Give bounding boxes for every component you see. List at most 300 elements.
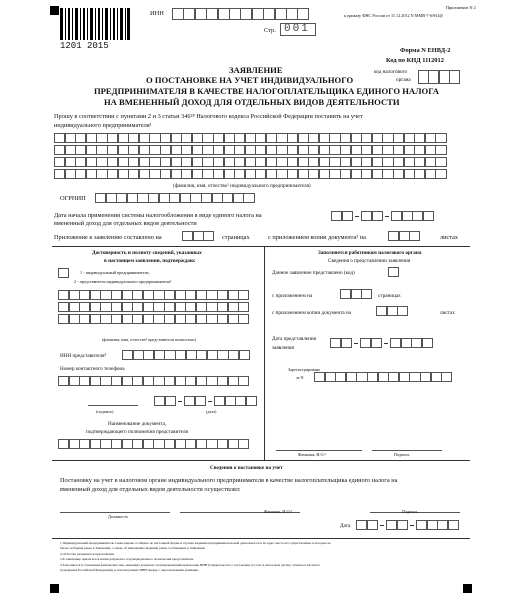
char-cell[interactable] bbox=[196, 376, 207, 386]
char-cell[interactable] bbox=[196, 439, 207, 449]
char-cell[interactable] bbox=[143, 350, 154, 360]
char-cell[interactable] bbox=[225, 396, 236, 406]
char-cell[interactable] bbox=[441, 372, 452, 382]
char-cell[interactable] bbox=[185, 376, 196, 386]
char-cell[interactable] bbox=[206, 290, 217, 300]
char-cell[interactable] bbox=[107, 133, 118, 143]
char-cell[interactable] bbox=[118, 133, 129, 143]
char-cell[interactable] bbox=[90, 314, 101, 324]
char-cell[interactable] bbox=[65, 157, 76, 167]
char-cell[interactable] bbox=[404, 133, 415, 143]
char-cell[interactable] bbox=[393, 157, 404, 167]
attachment-pages-field[interactable] bbox=[182, 231, 214, 241]
char-cell[interactable] bbox=[397, 520, 408, 530]
char-cell[interactable] bbox=[266, 169, 277, 179]
char-cell[interactable] bbox=[213, 145, 224, 155]
char-cell[interactable] bbox=[79, 439, 90, 449]
char-cell[interactable] bbox=[245, 157, 256, 167]
char-cell[interactable] bbox=[100, 376, 111, 386]
char-cell[interactable] bbox=[298, 145, 309, 155]
char-cell[interactable] bbox=[96, 169, 107, 179]
char-cell[interactable] bbox=[65, 169, 76, 179]
char-cell[interactable] bbox=[287, 133, 298, 143]
char-cell[interactable] bbox=[372, 145, 383, 155]
char-cell[interactable] bbox=[186, 350, 197, 360]
char-cell[interactable] bbox=[331, 211, 342, 221]
char-cell[interactable] bbox=[107, 145, 118, 155]
char-cell[interactable] bbox=[356, 372, 367, 382]
with-copies-field[interactable] bbox=[376, 306, 408, 316]
char-cell[interactable] bbox=[329, 157, 340, 167]
char-cell[interactable] bbox=[96, 145, 107, 155]
char-cell[interactable] bbox=[425, 157, 436, 167]
char-cell[interactable] bbox=[423, 211, 434, 221]
char-cell[interactable] bbox=[164, 290, 175, 300]
char-cell[interactable] bbox=[308, 169, 319, 179]
char-cell[interactable] bbox=[382, 133, 393, 143]
char-cell[interactable] bbox=[217, 302, 228, 312]
char-cell[interactable] bbox=[69, 376, 80, 386]
char-cell[interactable] bbox=[340, 157, 351, 167]
char-cell[interactable] bbox=[132, 376, 143, 386]
char-cell[interactable] bbox=[287, 157, 298, 167]
char-cell[interactable] bbox=[58, 376, 69, 386]
char-cell[interactable] bbox=[414, 157, 425, 167]
char-cell[interactable] bbox=[111, 302, 122, 312]
char-cell[interactable] bbox=[79, 302, 90, 312]
char-cell[interactable] bbox=[228, 314, 239, 324]
char-cell[interactable] bbox=[376, 306, 387, 316]
char-cell[interactable] bbox=[143, 439, 154, 449]
char-cell[interactable] bbox=[319, 169, 330, 179]
char-cell[interactable] bbox=[75, 169, 86, 179]
char-cell[interactable] bbox=[391, 211, 402, 221]
char-cell[interactable] bbox=[361, 157, 372, 167]
char-cell[interactable] bbox=[255, 145, 266, 155]
char-cell[interactable] bbox=[154, 396, 165, 406]
char-cell[interactable] bbox=[356, 520, 367, 530]
char-cell[interactable] bbox=[409, 231, 420, 241]
char-cell[interactable] bbox=[437, 520, 448, 530]
char-cell[interactable] bbox=[181, 145, 192, 155]
char-cell[interactable] bbox=[196, 302, 207, 312]
char-cell[interactable] bbox=[122, 376, 133, 386]
char-cell[interactable] bbox=[361, 289, 372, 299]
char-cell[interactable] bbox=[190, 193, 201, 203]
char-cell[interactable] bbox=[128, 157, 139, 167]
char-cell[interactable] bbox=[107, 157, 118, 167]
char-cell[interactable] bbox=[213, 133, 224, 143]
char-cell[interactable] bbox=[330, 338, 341, 348]
char-cell[interactable] bbox=[435, 133, 446, 143]
char-cell[interactable] bbox=[412, 211, 423, 221]
char-cell[interactable] bbox=[160, 133, 171, 143]
char-cell[interactable] bbox=[238, 302, 249, 312]
char-cell[interactable] bbox=[420, 372, 431, 382]
char-cell[interactable] bbox=[203, 231, 214, 241]
char-cell[interactable] bbox=[192, 157, 203, 167]
char-cell[interactable] bbox=[411, 338, 422, 348]
char-cell[interactable] bbox=[54, 145, 65, 155]
copies-sheets-field[interactable] bbox=[388, 231, 420, 241]
char-cell[interactable] bbox=[329, 169, 340, 179]
char-cell[interactable] bbox=[58, 314, 69, 324]
char-cell[interactable] bbox=[106, 193, 117, 203]
char-cell[interactable] bbox=[234, 145, 245, 155]
char-cell[interactable] bbox=[206, 302, 217, 312]
char-cell[interactable] bbox=[202, 145, 213, 155]
char-cell[interactable] bbox=[137, 193, 148, 203]
phone-field[interactable] bbox=[58, 376, 249, 386]
char-cell[interactable] bbox=[171, 169, 182, 179]
char-cell[interactable] bbox=[298, 169, 309, 179]
char-cell[interactable] bbox=[228, 439, 239, 449]
char-cell[interactable] bbox=[122, 439, 133, 449]
char-cell[interactable] bbox=[319, 133, 330, 143]
char-cell[interactable] bbox=[233, 193, 244, 203]
char-cell[interactable] bbox=[149, 157, 160, 167]
char-cell[interactable] bbox=[340, 289, 351, 299]
char-cell[interactable] bbox=[164, 302, 175, 312]
char-cell[interactable] bbox=[228, 302, 239, 312]
char-cell[interactable] bbox=[201, 193, 212, 203]
char-cell[interactable] bbox=[148, 193, 159, 203]
char-cell[interactable] bbox=[181, 157, 192, 167]
char-cell[interactable] bbox=[435, 157, 446, 167]
char-cell[interactable] bbox=[340, 133, 351, 143]
char-cell[interactable] bbox=[164, 439, 175, 449]
char-cell[interactable] bbox=[351, 133, 362, 143]
char-cell[interactable] bbox=[171, 157, 182, 167]
char-cell[interactable] bbox=[308, 145, 319, 155]
char-cell[interactable] bbox=[255, 157, 266, 167]
char-cell[interactable] bbox=[404, 169, 415, 179]
char-cell[interactable] bbox=[228, 350, 239, 360]
char-cell[interactable] bbox=[122, 350, 133, 360]
char-cell[interactable] bbox=[409, 372, 420, 382]
char-cell[interactable] bbox=[196, 350, 207, 360]
char-cell[interactable] bbox=[100, 290, 111, 300]
char-cell[interactable] bbox=[266, 145, 277, 155]
char-cell[interactable] bbox=[196, 290, 207, 300]
char-cell[interactable] bbox=[382, 157, 393, 167]
char-cell[interactable] bbox=[164, 350, 175, 360]
char-cell[interactable] bbox=[402, 211, 413, 221]
char-cell[interactable] bbox=[414, 145, 425, 155]
char-cell[interactable] bbox=[111, 290, 122, 300]
ogrnip-field[interactable] bbox=[95, 193, 254, 203]
char-cell[interactable] bbox=[393, 133, 404, 143]
char-cell[interactable] bbox=[171, 145, 182, 155]
char-cell[interactable] bbox=[100, 302, 111, 312]
char-cell[interactable] bbox=[393, 145, 404, 155]
char-cell[interactable] bbox=[414, 169, 425, 179]
char-cell[interactable] bbox=[86, 157, 97, 167]
char-cell[interactable] bbox=[276, 145, 287, 155]
char-cell[interactable] bbox=[184, 396, 195, 406]
char-cell[interactable] bbox=[266, 133, 277, 143]
char-cell[interactable] bbox=[154, 350, 165, 360]
char-cell[interactable] bbox=[319, 145, 330, 155]
char-cell[interactable] bbox=[122, 314, 133, 324]
char-cell[interactable] bbox=[153, 290, 164, 300]
bottom-date-year[interactable] bbox=[416, 520, 458, 530]
char-cell[interactable] bbox=[346, 372, 357, 382]
char-cell[interactable] bbox=[425, 145, 436, 155]
char-cell[interactable] bbox=[58, 439, 69, 449]
char-cell[interactable] bbox=[399, 372, 410, 382]
char-cell[interactable] bbox=[234, 133, 245, 143]
char-cell[interactable] bbox=[58, 290, 69, 300]
char-cell[interactable] bbox=[181, 169, 192, 179]
char-cell[interactable] bbox=[276, 169, 287, 179]
char-cell[interactable] bbox=[149, 145, 160, 155]
char-cell[interactable] bbox=[100, 439, 111, 449]
char-cell[interactable] bbox=[238, 290, 249, 300]
char-cell[interactable] bbox=[388, 231, 399, 241]
start-date-year[interactable] bbox=[391, 211, 433, 221]
char-cell[interactable] bbox=[245, 145, 256, 155]
char-cell[interactable] bbox=[132, 439, 143, 449]
char-cell[interactable] bbox=[372, 169, 383, 179]
char-cell[interactable] bbox=[329, 145, 340, 155]
char-cell[interactable] bbox=[217, 314, 228, 324]
char-cell[interactable] bbox=[422, 338, 433, 348]
char-cell[interactable] bbox=[425, 169, 436, 179]
char-cell[interactable] bbox=[116, 193, 127, 203]
char-cell[interactable] bbox=[192, 169, 203, 179]
char-cell[interactable] bbox=[202, 169, 213, 179]
char-cell[interactable] bbox=[160, 169, 171, 179]
char-cell[interactable] bbox=[192, 145, 203, 155]
char-cell[interactable] bbox=[386, 520, 397, 530]
char-cell[interactable] bbox=[387, 306, 398, 316]
char-cell[interactable] bbox=[127, 193, 138, 203]
char-cell[interactable] bbox=[175, 290, 186, 300]
char-cell[interactable] bbox=[128, 145, 139, 155]
char-cell[interactable] bbox=[118, 145, 129, 155]
inn-field[interactable] bbox=[172, 8, 309, 20]
char-cell[interactable] bbox=[361, 145, 372, 155]
char-cell[interactable] bbox=[149, 169, 160, 179]
char-cell[interactable] bbox=[404, 145, 415, 155]
char-cell[interactable] bbox=[185, 314, 196, 324]
char-cell[interactable] bbox=[414, 133, 425, 143]
char-cell[interactable] bbox=[243, 193, 254, 203]
start-date-month[interactable] bbox=[361, 211, 382, 221]
char-cell[interactable] bbox=[143, 302, 154, 312]
submission-date-day[interactable] bbox=[330, 338, 351, 348]
char-cell[interactable] bbox=[90, 376, 101, 386]
char-cell[interactable] bbox=[175, 350, 186, 360]
signature-date-month[interactable] bbox=[184, 396, 205, 406]
char-cell[interactable] bbox=[287, 169, 298, 179]
char-cell[interactable] bbox=[132, 314, 143, 324]
char-cell[interactable] bbox=[195, 396, 206, 406]
char-cell[interactable] bbox=[351, 169, 362, 179]
char-cell[interactable] bbox=[122, 290, 133, 300]
registration-number-field[interactable] bbox=[314, 372, 452, 382]
char-cell[interactable] bbox=[298, 157, 309, 167]
char-cell[interactable] bbox=[351, 157, 362, 167]
char-cell[interactable] bbox=[153, 302, 164, 312]
char-cell[interactable] bbox=[143, 314, 154, 324]
char-cell[interactable] bbox=[340, 145, 351, 155]
char-cell[interactable] bbox=[276, 133, 287, 143]
char-cell[interactable] bbox=[351, 289, 362, 299]
char-cell[interactable] bbox=[202, 133, 213, 143]
char-cell[interactable] bbox=[238, 314, 249, 324]
char-cell[interactable] bbox=[325, 372, 336, 382]
char-cell[interactable] bbox=[255, 169, 266, 179]
char-cell[interactable] bbox=[132, 302, 143, 312]
char-cell[interactable] bbox=[372, 157, 383, 167]
char-cell[interactable] bbox=[90, 290, 101, 300]
char-cell[interactable] bbox=[431, 372, 442, 382]
char-cell[interactable] bbox=[390, 338, 401, 348]
char-cell[interactable] bbox=[360, 338, 371, 348]
char-cell[interactable] bbox=[224, 169, 235, 179]
char-cell[interactable] bbox=[118, 169, 129, 179]
char-cell[interactable] bbox=[165, 396, 176, 406]
char-cell[interactable] bbox=[86, 133, 97, 143]
char-cell[interactable] bbox=[75, 157, 86, 167]
char-cell[interactable] bbox=[235, 396, 246, 406]
char-cell[interactable] bbox=[69, 290, 80, 300]
char-cell[interactable] bbox=[75, 133, 86, 143]
submitted-code-field[interactable] bbox=[388, 267, 399, 277]
char-cell[interactable] bbox=[399, 231, 410, 241]
char-cell[interactable] bbox=[234, 157, 245, 167]
char-cell[interactable] bbox=[202, 157, 213, 167]
char-cell[interactable] bbox=[393, 169, 404, 179]
signer-type-field[interactable] bbox=[58, 268, 69, 278]
char-cell[interactable] bbox=[118, 157, 129, 167]
char-cell[interactable] bbox=[185, 290, 196, 300]
char-cell[interactable] bbox=[228, 290, 239, 300]
tax-office-code-field[interactable] bbox=[418, 70, 460, 84]
char-cell[interactable] bbox=[367, 372, 378, 382]
bottom-date-day[interactable] bbox=[356, 520, 377, 530]
char-cell[interactable] bbox=[185, 439, 196, 449]
char-cell[interactable] bbox=[217, 350, 228, 360]
char-cell[interactable] bbox=[169, 193, 180, 203]
char-cell[interactable] bbox=[139, 145, 150, 155]
char-cell[interactable] bbox=[435, 145, 446, 155]
char-cell[interactable] bbox=[214, 396, 225, 406]
char-cell[interactable] bbox=[143, 376, 154, 386]
char-cell[interactable] bbox=[122, 302, 133, 312]
char-cell[interactable] bbox=[378, 372, 389, 382]
char-cell[interactable] bbox=[111, 376, 122, 386]
char-cell[interactable] bbox=[96, 157, 107, 167]
char-cell[interactable] bbox=[206, 439, 217, 449]
char-cell[interactable] bbox=[171, 133, 182, 143]
char-cell[interactable] bbox=[54, 157, 65, 167]
char-cell[interactable] bbox=[298, 133, 309, 143]
char-cell[interactable] bbox=[416, 520, 427, 530]
char-cell[interactable] bbox=[182, 231, 193, 241]
char-cell[interactable] bbox=[153, 439, 164, 449]
char-cell[interactable] bbox=[308, 157, 319, 167]
char-cell[interactable] bbox=[139, 157, 150, 167]
char-cell[interactable] bbox=[382, 145, 393, 155]
char-cell[interactable] bbox=[427, 520, 438, 530]
char-cell[interactable] bbox=[107, 169, 118, 179]
char-cell[interactable] bbox=[192, 133, 203, 143]
char-cell[interactable] bbox=[340, 169, 351, 179]
char-cell[interactable] bbox=[213, 157, 224, 167]
char-cell[interactable] bbox=[213, 169, 224, 179]
inn-representative-field[interactable] bbox=[122, 350, 249, 360]
char-cell[interactable] bbox=[245, 133, 256, 143]
char-cell[interactable] bbox=[206, 376, 217, 386]
char-cell[interactable] bbox=[276, 157, 287, 167]
char-cell[interactable] bbox=[314, 372, 325, 382]
char-cell[interactable] bbox=[139, 133, 150, 143]
char-cell[interactable] bbox=[382, 169, 393, 179]
char-cell[interactable] bbox=[65, 145, 76, 155]
char-cell[interactable] bbox=[361, 211, 372, 221]
char-cell[interactable] bbox=[65, 133, 76, 143]
char-cell[interactable] bbox=[435, 169, 446, 179]
char-cell[interactable] bbox=[164, 314, 175, 324]
char-cell[interactable] bbox=[160, 145, 171, 155]
char-cell[interactable] bbox=[181, 133, 192, 143]
char-cell[interactable] bbox=[371, 338, 382, 348]
char-cell[interactable] bbox=[255, 133, 266, 143]
char-cell[interactable] bbox=[185, 302, 196, 312]
char-cell[interactable] bbox=[342, 211, 353, 221]
char-cell[interactable] bbox=[401, 338, 412, 348]
char-cell[interactable] bbox=[143, 290, 154, 300]
char-cell[interactable] bbox=[90, 302, 101, 312]
char-cell[interactable] bbox=[149, 133, 160, 143]
char-cell[interactable] bbox=[217, 290, 228, 300]
char-cell[interactable] bbox=[361, 133, 372, 143]
char-cell[interactable] bbox=[319, 157, 330, 167]
char-cell[interactable] bbox=[175, 302, 186, 312]
char-cell[interactable] bbox=[361, 169, 372, 179]
char-cell[interactable] bbox=[86, 169, 97, 179]
char-cell[interactable] bbox=[238, 376, 249, 386]
char-cell[interactable] bbox=[425, 133, 436, 143]
char-cell[interactable] bbox=[335, 372, 346, 382]
char-cell[interactable] bbox=[372, 133, 383, 143]
submission-date-month[interactable] bbox=[360, 338, 381, 348]
char-cell[interactable] bbox=[388, 372, 399, 382]
char-cell[interactable] bbox=[86, 145, 97, 155]
signature-date-day[interactable] bbox=[154, 396, 175, 406]
char-cell[interactable] bbox=[206, 314, 217, 324]
char-cell[interactable] bbox=[193, 231, 204, 241]
char-cell[interactable] bbox=[372, 211, 383, 221]
char-cell[interactable] bbox=[397, 306, 408, 316]
char-cell[interactable] bbox=[238, 439, 249, 449]
char-cell[interactable] bbox=[212, 193, 223, 203]
char-cell[interactable] bbox=[196, 314, 207, 324]
char-cell[interactable] bbox=[95, 193, 106, 203]
char-cell[interactable] bbox=[128, 169, 139, 179]
char-cell[interactable] bbox=[175, 314, 186, 324]
char-cell[interactable] bbox=[246, 396, 257, 406]
char-cell[interactable] bbox=[266, 157, 277, 167]
char-cell[interactable] bbox=[329, 133, 340, 143]
char-cell[interactable] bbox=[234, 169, 245, 179]
char-cell[interactable] bbox=[111, 314, 122, 324]
with-attachment-field[interactable] bbox=[340, 289, 372, 299]
char-cell[interactable] bbox=[308, 133, 319, 143]
